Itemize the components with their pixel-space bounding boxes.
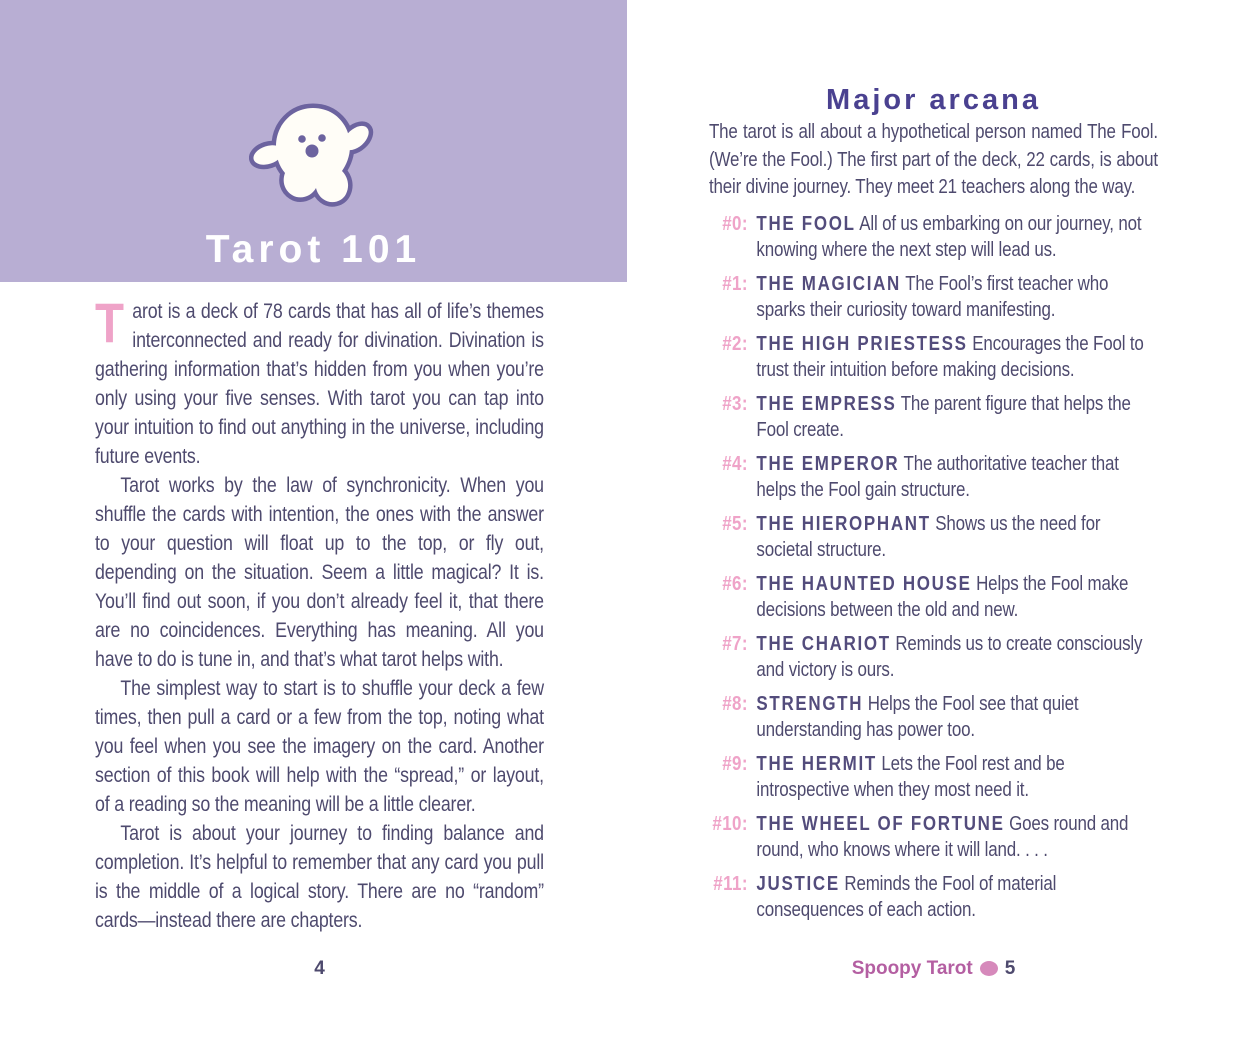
card-description: The authoritative teacher that helps the Fool gain structure. [756, 452, 1119, 501]
card-list-item [709, 571, 1158, 623]
card-list-item [709, 391, 1158, 443]
blob-icon [980, 961, 998, 976]
card-name: THE MAGICIAN [756, 272, 901, 295]
card-description: Reminds us to create consciously and victory is ours. [756, 632, 1143, 681]
card-number: #6: [722, 572, 748, 595]
card-list-item [709, 631, 1158, 683]
ghost-icon [249, 96, 379, 216]
card-entry [756, 271, 1157, 323]
card-list-item [709, 331, 1158, 383]
chapter-banner [0, 0, 627, 282]
right-page-footer [709, 958, 1158, 980]
card-list-item [709, 691, 1158, 743]
card-description: All of us embarking on our journey, not knowing where the next step will lead us. [756, 212, 1142, 261]
card-list-item [709, 511, 1158, 563]
card-description: Encourages the Fool to trust their intuition before making decisions. [756, 332, 1144, 381]
card-entry [756, 571, 1157, 623]
chapter-title: Tarot 101 [205, 228, 422, 271]
card-entry [756, 751, 1157, 803]
card-description: Helps the Fool make decisions between the old and new. [756, 572, 1129, 621]
card-number: #8: [722, 692, 748, 715]
section-heading: Major arcana [826, 84, 1041, 116]
card-description: Shows us the need for societal structure. [756, 512, 1101, 561]
card-list-item [709, 811, 1158, 863]
card-name: JUSTICE [756, 872, 840, 895]
card-name: THE HAUNTED HOUSE [756, 572, 972, 595]
card-list-item [709, 871, 1158, 923]
major-arcana-section [709, 119, 1158, 931]
card-name: THE FOOL [756, 212, 856, 235]
book-title: Spoopy Tarot [851, 958, 973, 979]
card-list-item [709, 451, 1158, 503]
card-list-item [709, 211, 1158, 263]
card-entry [756, 511, 1157, 563]
card-number: #4: [722, 452, 748, 475]
card-name: THE EMPRESS [756, 392, 897, 415]
card-number: #10: [712, 812, 748, 835]
card-number: #3: [722, 392, 748, 415]
card-number: #9: [722, 752, 748, 775]
card-number: #0: [722, 212, 748, 235]
card-description: The parent figure that helps the Fool create. [756, 392, 1131, 441]
card-entry [756, 691, 1157, 743]
body-paragraph [95, 291, 544, 471]
card-name: THE HIGH PRIESTESS [756, 332, 968, 355]
paragraph-text: arot is a deck of 78 cards that has all of life’s themes interconnected and ready for divination. Divination is gathering information that’s hidden from you when you’re only using your five senses. With tarot you can tap into your intuition to find out anything in the universe, including future events. [95, 300, 544, 468]
card-number: #7: [722, 632, 748, 655]
card-name: THE HIEROPHANT [756, 512, 931, 535]
card-name: THE WHEEL OF FORTUNE [756, 812, 1005, 835]
body-paragraph: Tarot is about your journey to finding balance and completion. It’s helpful to remember that any card you pull is the middle of a logical story. There are no “random” cards—instead there are chapters. [95, 822, 544, 932]
card-list-item [709, 751, 1158, 803]
card-list-item [709, 271, 1158, 323]
left-page-number: 4 [314, 958, 325, 979]
card-name: THE HERMIT [756, 752, 877, 775]
section-intro: The tarot is all about a hypothetical person named The Fool. (We’re the Fool.) The first part of the deck, 22 cards, is about their divine journey. They meet 21 teachers along the way. [709, 121, 1158, 198]
card-number: #11: [713, 872, 748, 895]
body-paragraph: Tarot works by the law of synchronicity. When you shuffle the cards with intention, the ones with the answer to your question will float up to the top, or fly out, depending on the situation. Seem a little magical? It is. You’ll find out soon, if you don’t already feel it, that there are no coincidences. Everything has meaning. All you have to do is tune in, and that’s what tarot helps with. [95, 474, 544, 671]
card-entry [756, 871, 1157, 923]
card-number: #2: [722, 332, 748, 355]
card-description: Lets the Fool rest and be introspective when they most need it. [756, 752, 1065, 801]
card-number: #1: [722, 272, 748, 295]
chapter-body [95, 291, 544, 935]
card-entry [756, 811, 1157, 863]
card-description: The Fool’s first teacher who sparks their curiosity toward manifesting. [756, 272, 1109, 321]
card-entry [756, 631, 1157, 683]
card-entry [756, 331, 1157, 383]
card-description: Goes round and round, who knows where it will land. . . . [756, 812, 1129, 861]
card-entry [756, 391, 1157, 443]
body-paragraph: The simplest way to start is to shuffle your deck a few times, then pull a card or a few from the top, noting what you feel when you see the imagery on the card. Another section of this book will help with the “spread,” or layout, of a reading so the meaning will be a little clearer. [95, 677, 544, 816]
card-entry [756, 451, 1157, 503]
card-description: Reminds the Fool of material consequences of each action. [756, 872, 1057, 921]
right-page-number: 5 [1004, 958, 1016, 979]
card-description: Helps the Fool see that quiet understanding has power too. [756, 692, 1079, 741]
drop-cap: T [95, 291, 124, 354]
card-number: #5: [722, 512, 748, 535]
card-name: THE CHARIOT [756, 632, 891, 655]
card-name: STRENGTH [756, 692, 864, 715]
card-list [709, 211, 1158, 923]
card-name: THE EMPEROR [756, 452, 900, 475]
card-entry [756, 211, 1157, 263]
